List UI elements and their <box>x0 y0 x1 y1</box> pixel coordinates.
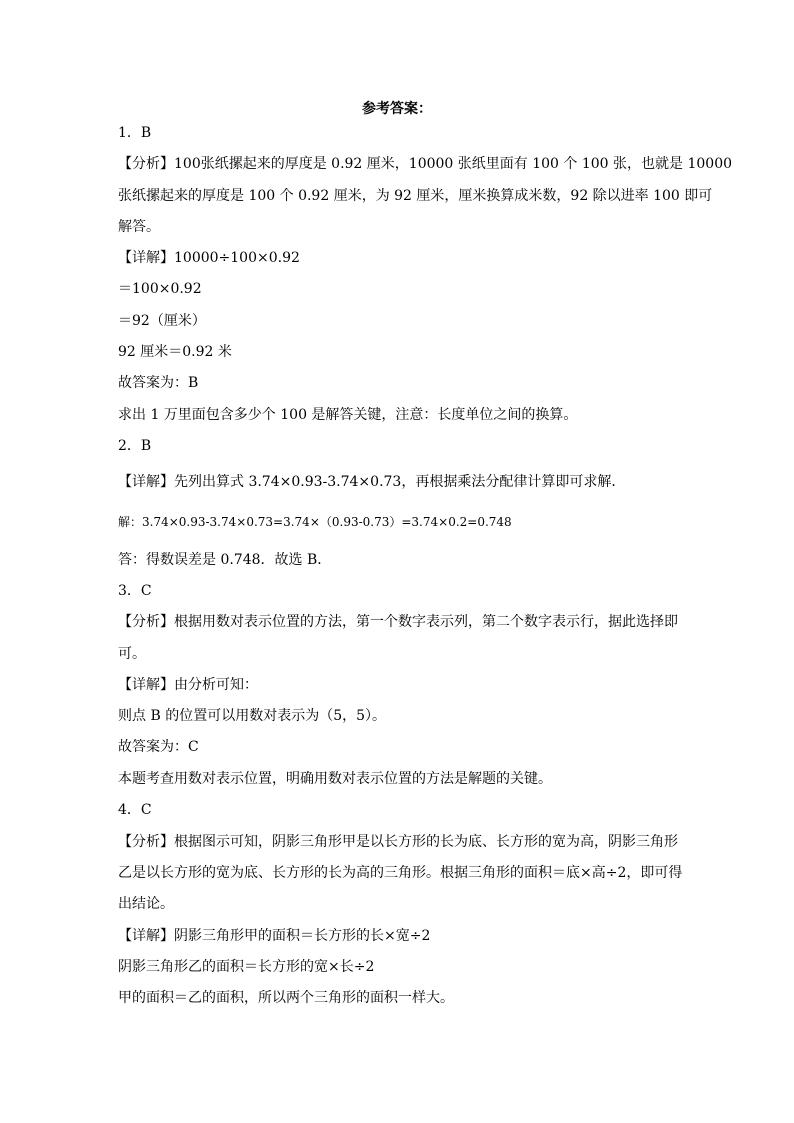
q1-analysis-line-3: 解答。 <box>118 219 160 235</box>
question-2-number: 2．B <box>118 438 152 454</box>
q1-analysis-line-1: 【分析】100张纸摞起来的厚度是 0.92 厘米，10000 张纸里面有 100 个 100 张，也就是 10000 <box>118 156 733 172</box>
q4-detail-line-3: 甲的面积＝乙的面积，所以两个三角形的面积一样大。 <box>118 990 454 1006</box>
question-3-number: 3．C <box>118 583 152 599</box>
q4-analysis-line-2: 乙是以长方形的宽为底、长方形的长为高的三角形。根据三角形的面积＝底×高÷2，即可得 <box>118 865 683 881</box>
q3-analysis-line-2: 可。 <box>118 646 146 662</box>
q1-note: 求出 1 万里面包含多少个 100 是解答关键，注意：长度单位之间的换算。 <box>118 407 578 423</box>
page-title: 参考答案： <box>362 101 432 117</box>
q4-detail-line-2: 阴影三角形乙的面积＝长方形的宽×长÷2 <box>118 959 375 975</box>
q3-answer: 故答案为：C <box>118 739 199 755</box>
q1-detail-line-4: 92 厘米＝0.92 米 <box>118 344 232 360</box>
q4-analysis-line-3: 出结论。 <box>118 896 174 912</box>
question-4-number: 4．C <box>118 802 152 818</box>
q4-detail-line-1: 【详解】阴影三角形甲的面积＝长方形的长×宽÷2 <box>118 928 431 944</box>
q2-answer: 答：得数误差是 0.748．故选 B． <box>118 552 332 568</box>
q3-detail-line-1: 【详解】由分析可知： <box>118 677 258 693</box>
q1-detail-line-3: ＝92（厘米） <box>118 313 206 329</box>
q3-note: 本题考查用数对表示位置，明确用数对表示位置的方法是解题的关键。 <box>118 771 552 787</box>
q2-detail-line-1: 【详解】先列出算式 3.74×0.93-3.74×0.73，再根据乘法分配律计算即可求解． <box>118 474 626 490</box>
q1-analysis-line-2: 张纸摞起来的厚度是 100 个 0.92 厘米，为 92 厘米，厘米换算成米数，92 除以进率 100 即可 <box>118 188 713 204</box>
q1-detail-line-1: 【详解】10000÷100×0.92 <box>118 250 300 266</box>
q3-analysis-line-1: 【分析】根据用数对表示位置的方法，第一个数字表示列，第二个数字表示行，据此选择即 <box>118 614 678 630</box>
q1-answer: 故答案为：B <box>118 375 199 391</box>
question-1-number: 1．B <box>118 125 152 141</box>
q3-detail-line-2: 则点 B 的位置可以用数对表示为（5，5）。 <box>118 708 387 724</box>
q1-detail-line-2: ＝100×0.92 <box>118 281 202 297</box>
q4-analysis-line-1: 【分析】根据图示可知，阴影三角形甲是以长方形的长为底、长方形的宽为高，阴影三角形 <box>118 834 678 850</box>
q2-solution: 解：3.74×0.93-3.74×0.73=3.74×（0.93-0.73）=3.74×0.2=0.748 <box>118 515 512 529</box>
